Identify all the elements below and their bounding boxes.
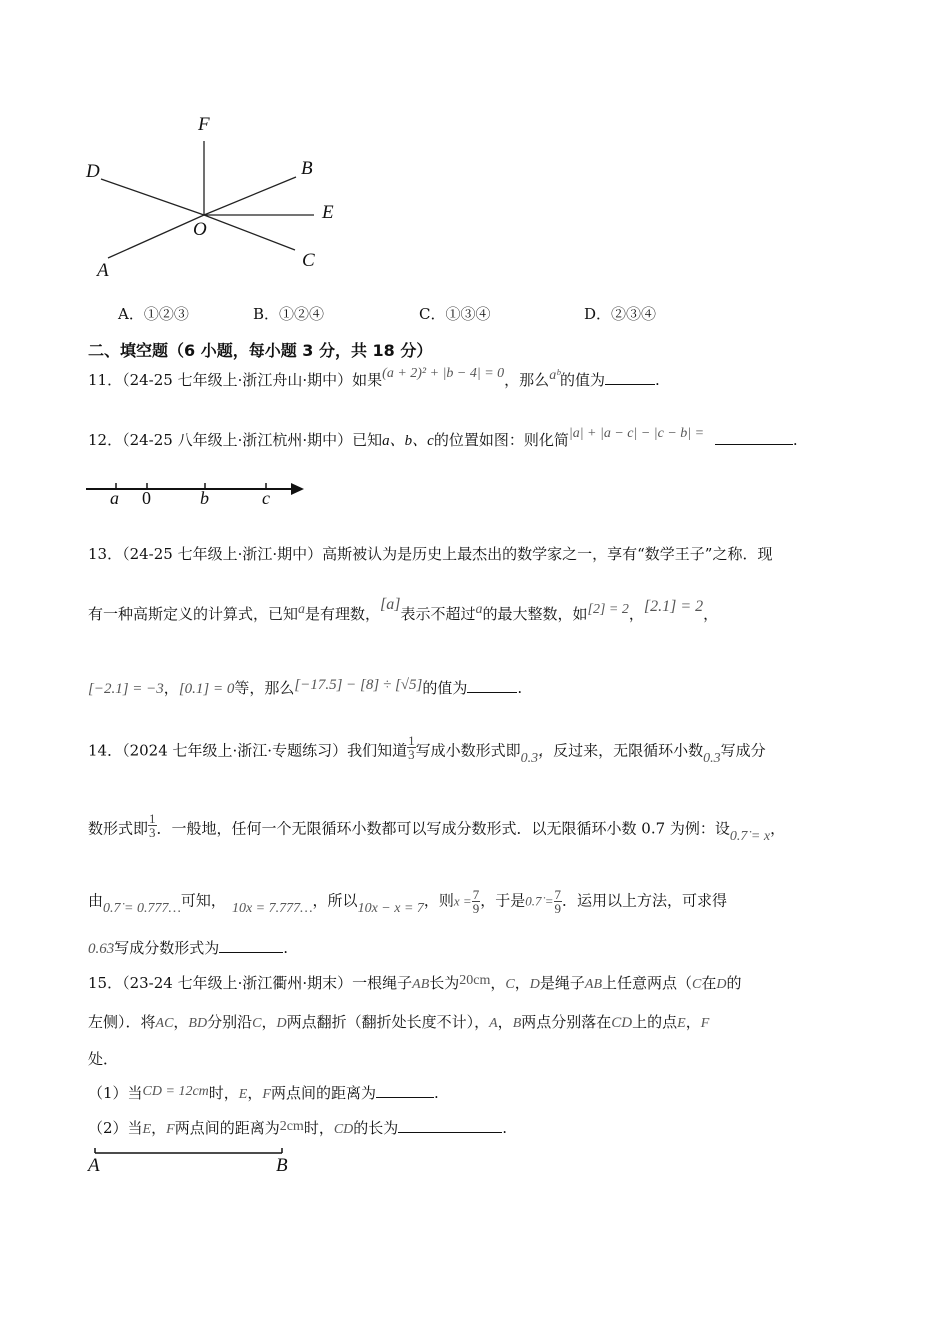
q13-comma-3: ， [163,679,179,697]
label-F: F [198,114,210,135]
question-15-line-3 [88,1049,118,1069]
q13-example-4: [0.1] = 0 [178,681,235,697]
question-12 [88,426,798,452]
q15-line-1-d: ， [514,974,530,992]
q13-number: 13． [88,545,123,563]
option-a-letter: A． [118,305,144,323]
q15-length: 20cm [459,973,491,988]
section-heading: 二、填空题（6 小题，每小题 3 分，共 18 分） [88,341,433,360]
question-14-line-3 [88,888,727,915]
q15-sub-2-f: F [166,1122,175,1137]
ray-OB [204,177,296,215]
q14-eq-6: 0.7̇ = [525,893,554,909]
q15-line-2-d: ， [261,1013,277,1031]
q14-line-3-a: 由 [88,891,104,910]
q14-eq-1: 0.7̇ = x [729,828,771,844]
question-14-line-2 [88,811,786,844]
question-14-line-1 [88,733,766,766]
q15-c-2: C [692,977,702,992]
q15-line-2-e: 两点翻折（翻折处长度不计）， [286,1013,490,1031]
question-13-line-2 [88,596,719,626]
q14-line-3-f: ．运用以上方法，可求得 [562,891,728,910]
q13-line-2-b: 是有理数， [305,605,381,623]
q14-fraction-3-num: 7 [472,887,480,902]
q11-expression: (a + 2)² + |b − 4| = 0 [382,366,505,381]
q15-line-3: 处． [88,1050,119,1068]
q13-comma-2: ， [703,605,719,623]
q11-end: . [654,371,660,389]
q15-line-1-b: 长为 [429,974,460,992]
q14-fraction-3 [472,888,481,915]
q13-example-2: [2.1] = 2 [643,598,704,615]
option-d-letter: D． [584,305,612,323]
q12-text: 的位置如图：则化简 [433,431,569,449]
q14-comma-1: ， [770,819,786,838]
q14-answer-blank[interactable] [219,938,283,953]
q12-number: 12． [88,431,123,449]
q15-d-3: D [276,1016,287,1031]
q13-expression: [−17.5] − [8] ÷ [√5] [294,677,423,693]
q15-sub-1-d: 两点间的距离为 [270,1084,376,1102]
q11-mid: ，那么 [504,371,550,389]
q15-f: F [700,1016,710,1031]
q14-line-3-c: ，所以 [312,891,358,910]
q14-line-2-a: 数形式即 [88,819,149,838]
q12-end: . [792,431,798,449]
label-D: D [86,161,100,182]
q15-sub-1-answer-blank[interactable] [376,1083,434,1098]
q13-line-2-a: 有一种高斯定义的计算式，已知 [88,605,299,623]
q14-line-3-d: ，则 [423,891,454,910]
label-O: O [193,219,207,240]
question-15-sub-2 [88,1118,507,1140]
q14-fraction-2-den: 3 [149,825,156,840]
q15-c: C [505,977,515,992]
q13-line-3-a: 等，那么 [234,679,295,697]
numberline-label-a: a [110,488,119,508]
q14-fraction-2-num: 1 [149,811,156,826]
q13-comma: ， [628,605,644,623]
q15-sub-2-end: . [502,1119,508,1137]
q14-eq-5: x = [453,893,472,909]
q15-sub-1-e: E [238,1087,248,1102]
numberline-label-b: b [200,488,209,508]
q14-decimal-1: 0.3̇ [520,750,539,766]
q13-example-1: [2] = 2 [587,602,629,617]
q14-source: （2024 七年级上·浙江·专题练习）我们知道 [122,741,408,760]
q15-bd: BD [188,1016,208,1031]
q15-sub-2-length: 2cm [279,1119,304,1134]
q15-number: 15． [88,974,123,992]
q15-line-1-g: 在 [701,974,717,992]
q11-source: （24-25 七年级上·浙江舟山·期中）如果 [122,371,383,389]
q14-eq-4: 10x − x = 7 [357,900,424,916]
q13-line-3-b: 的值为 [422,679,468,697]
q15-ac: AC [155,1016,174,1031]
option-d-text: ②③④ [611,305,657,323]
q15-line-2-a: 左侧）．将 [88,1013,156,1031]
q14-fraction-2 [148,812,157,839]
label-B: B [301,158,313,179]
number-line-arrow [291,483,304,495]
question-11 [88,366,660,392]
q15-sub-1-c: ， [247,1084,263,1102]
q13-example-3: [−2.1] = −3 [88,681,164,697]
q15-line-1-f: 上任意两点（ [602,974,693,992]
question-14-line-4 [88,938,288,959]
q14-fraction-1 [407,734,416,761]
q15-line-2-g: 两点分别落在 [521,1013,612,1031]
q15-sub-2-answer-blank[interactable] [398,1118,502,1133]
q15-ab: AB [412,977,430,992]
numberline-label-c: c [262,488,270,508]
q15-c-3: C [252,1016,262,1031]
option-c-text: ①③④ [445,305,491,323]
q13-line-2-d: 的最大整数，如 [482,605,588,623]
option-a[interactable] [118,303,189,324]
label-E: E [322,202,334,223]
q11-number: 11． [88,371,123,389]
q11-answer-blank[interactable] [605,370,655,385]
q15-cd: CD [611,1015,633,1031]
q14-line-3-b: 可知， [180,891,226,910]
q15-sub-2-c: 两点间的距离为 [174,1119,280,1137]
q13-line-1: （24-25 七年级上·浙江·期中）高斯被认为是历史上最杰出的数学家之一，享有“数学王子”之称．现 [122,545,773,563]
q15-line-1-h: 的 [726,974,742,992]
ray-OD [101,179,204,215]
q15-line-2-f: ， [497,1013,513,1031]
q14-decimal-2: 0.3̇ [703,750,721,766]
segment-ab [86,1145,306,1179]
q13-var-a2: a [475,602,483,617]
option-b[interactable] [253,303,324,324]
segment-ab-svg [86,1145,306,1159]
ray-OC [204,215,295,250]
q14-fraction-1-den: 3 [408,747,415,762]
option-b-letter: B． [253,305,280,323]
q15-sub-2-a: （2）当 [88,1119,143,1137]
label-A: A [97,260,109,281]
q15-line-2-i: ， [685,1013,701,1031]
segment-label-b: B [276,1155,288,1176]
q15-line-2-h: 上的点 [632,1013,678,1031]
q14-line-2-b: ．一般地，任何一个无限循环小数都可以写成分数形式．以无限循环小数 0.7 为例：设 [156,819,730,838]
question-13-line-3 [88,678,522,699]
q14-number: 14． [88,741,123,760]
q13-var-a: a [298,602,306,617]
q15-line-1-a: （23-24 七年级上·浙江衢州·期末）一根绳子 [122,974,413,992]
q15-sub-2-e: E [142,1122,152,1137]
q15-sub-2-cd: CD [333,1122,354,1137]
q15-line-1-e: 是绳子 [539,974,585,992]
q15-e: E [677,1016,686,1031]
q14-text-2: ，反过来，无限循环小数 [538,741,704,760]
q14-line-3-e: ，于是 [480,891,526,910]
q15-sub-1-eq: CD = 12cm [142,1084,209,1099]
q14-line-4-text: 写成分数形式为 [114,939,220,957]
question-13-line-1 [88,544,772,564]
q15-sub-2-e-text: 的长为 [353,1119,399,1137]
option-a-text: ①②③ [143,305,189,323]
q15-line-2-c: 分别沿 [207,1013,253,1031]
q14-fraction-1-num: 1 [408,733,415,748]
q12-source: （24-25 八年级上·浙江杭州·期中）已知 [122,431,383,449]
question-15-line-1 [88,973,742,995]
q11-power: aᵇ [549,368,560,383]
q15-sub-2-b: ， [151,1119,167,1137]
option-b-text: ①②④ [279,305,325,323]
q15-sub-1-b: 时， [208,1084,239,1102]
q14-fraction-4-num: 7 [554,887,561,902]
q15-d: D [529,977,540,992]
q15-sub-1-f: F [262,1087,271,1102]
numberline-label-0: 0 [142,488,151,508]
q11-tail: 的值为 [559,371,605,389]
q14-text-3: 写成分 [720,741,766,760]
q15-a: A [489,1016,498,1031]
q15-sub-2-d: 时， [303,1119,334,1137]
question-15-line-2 [88,1012,709,1034]
q15-line-1-c: ， [490,974,506,992]
angle-figure [80,110,360,285]
q15-d-2: D [716,977,727,992]
q15-ab-2: AB [584,977,603,992]
angle-figure-svg [80,110,360,285]
label-C: C [302,250,315,271]
q12-vars: a、b、c [382,433,434,449]
q13-line-2-c: 表示不超过 [400,605,476,623]
option-c-letter: C． [419,305,446,323]
option-d[interactable] [584,303,656,324]
q14-fraction-3-den: 9 [472,901,480,916]
segment-label-a: A [88,1155,100,1176]
q14-recurring-decimal: 0.6̇3̇ [88,941,115,957]
q13-end: . [517,679,523,697]
q14-end: . [283,939,289,957]
ray-OA [108,215,204,258]
q15-b: B [512,1016,522,1031]
q14-text-1: 写成小数形式即 [415,741,521,760]
q14-eq-2: 0.7̇ = 0.777… [103,900,181,916]
number-line [86,472,316,512]
question-15-sub-1 [88,1083,439,1105]
option-c[interactable] [419,303,491,324]
q14-eq-3: 10x = 7.777… [231,900,313,916]
q15-sub-1-a: （1）当 [88,1084,143,1102]
q15-line-2-b: ， [173,1013,189,1031]
q15-sub-1-end: . [433,1084,439,1102]
q13-bracket-a: [a] [380,596,401,613]
q13-answer-blank[interactable] [467,678,517,693]
q14-fraction-4 [554,888,563,915]
q12-answer-blank[interactable] [715,430,793,445]
q12-expression: |a| + |a − c| − |c − b| = [568,426,705,441]
q14-fraction-4-den: 9 [554,901,561,916]
